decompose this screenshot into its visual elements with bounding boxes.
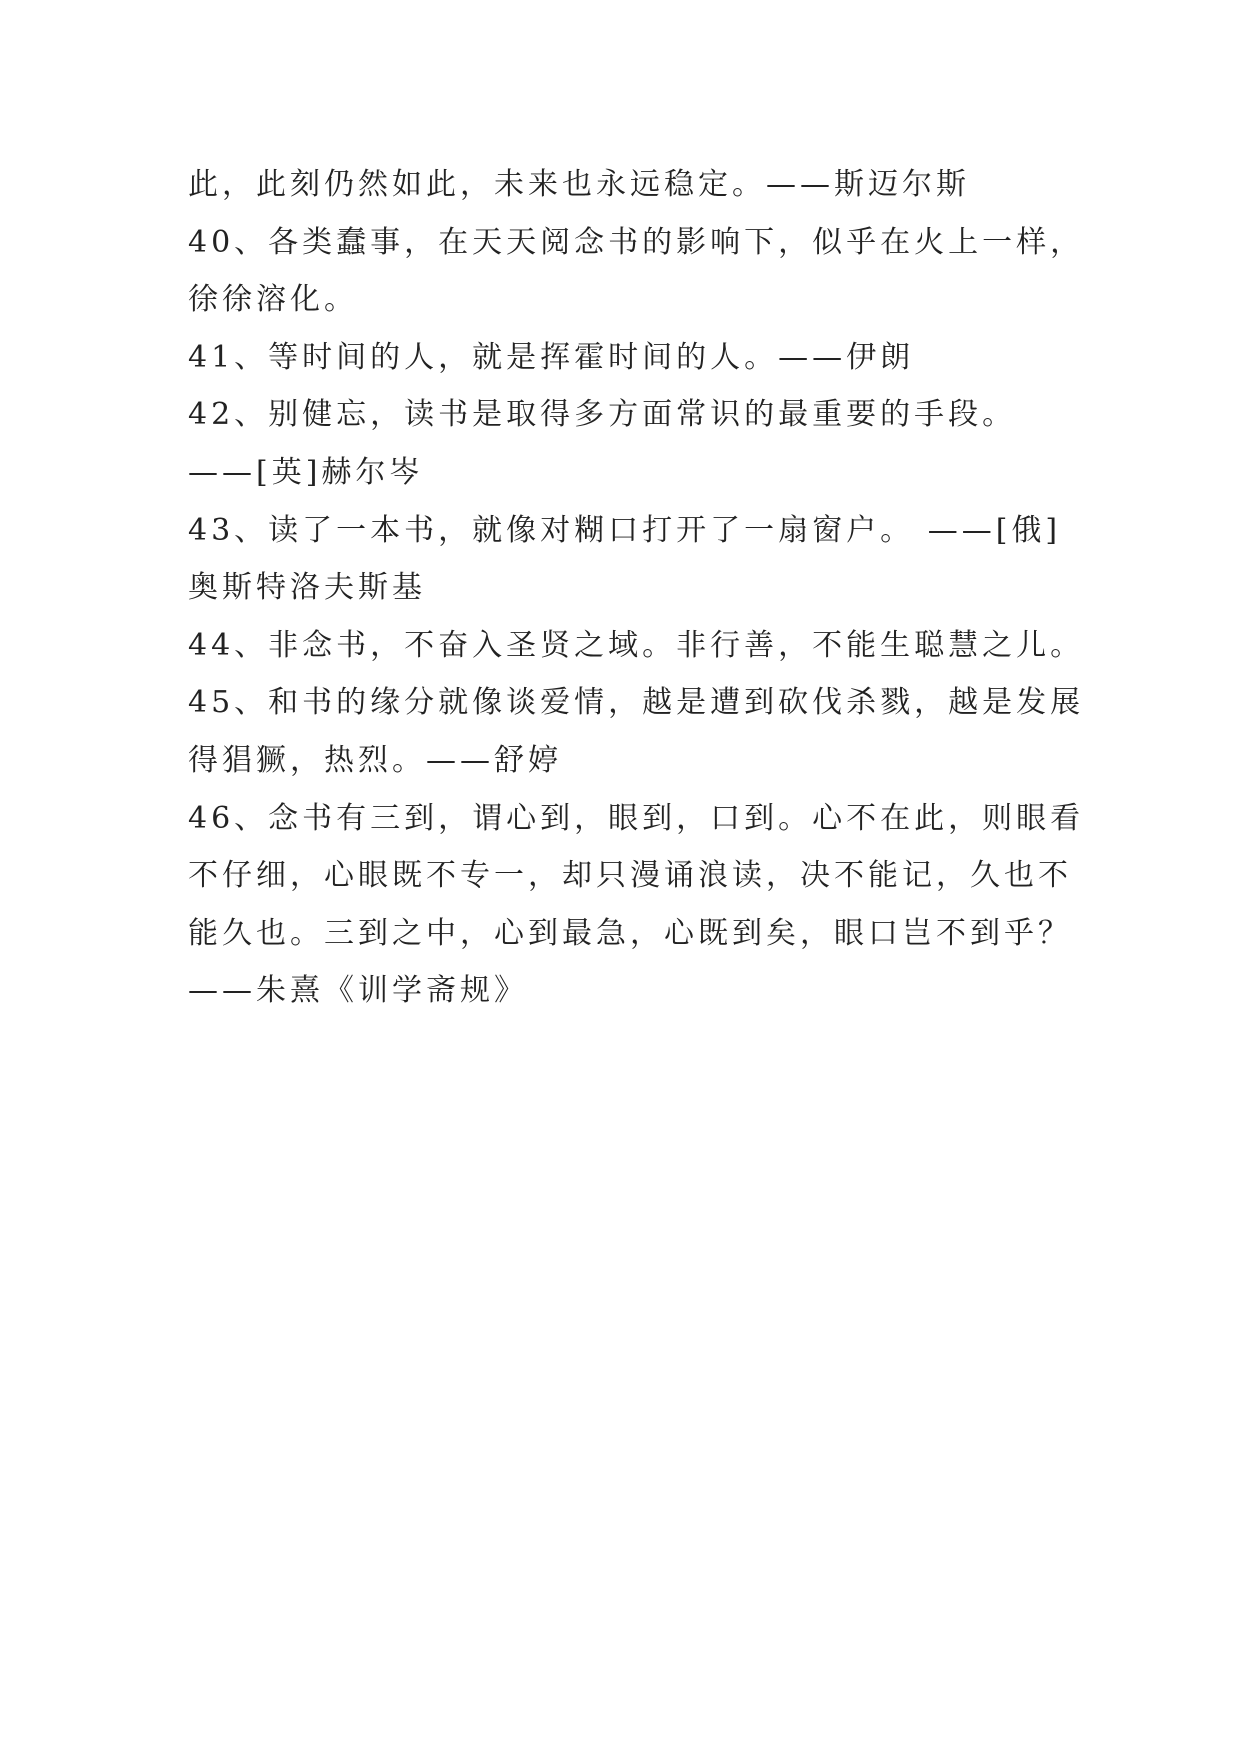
text-line: 45、和书的缘分就像谈爱情，越是遭到砍伐杀戮，越是发展 [188, 685, 1085, 721]
document-body [188, 156, 1085, 1020]
text-line: 得猖獗，热烈。——舒婷 [188, 742, 562, 778]
text-line: ——朱熹《训学斋规》 [188, 973, 528, 1009]
text-line: 40、各类蠢事，在天天阅念书的影响下，似乎在火上一样， [188, 224, 1085, 260]
text-line: 奥斯特洛夫斯基 [188, 570, 426, 606]
text-line: 46、念书有三到，谓心到，眼到，口到。心不在此，则眼看 [188, 800, 1085, 836]
text-line: 不仔细，心眼既不专一，却只漫诵浪读，决不能记，久也不 [188, 858, 1072, 894]
text-line: 能久也。三到之中，心到最急，心既到矣，眼口岂不到乎？ [188, 915, 1072, 951]
text-line: ——[英]赫尔岑 [188, 454, 424, 490]
text-line: 41、等时间的人，就是挥霍时间的人。——伊朗 [188, 339, 915, 375]
text-line: 此，此刻仍然如此，未来也永远稳定。——斯迈尔斯 [188, 167, 970, 202]
text-line: 42、别健忘，读书是取得多方面常识的最重要的手段。 [188, 397, 1017, 433]
text-line: 43、读了一本书，就像对糊口打开了一扇窗户。 ——[俄] [188, 512, 1062, 548]
text-line: 44、非念书，不奋入圣贤之域。非行善，不能生聪慧之儿。 [188, 627, 1085, 663]
text-line: 徐徐溶化。 [188, 282, 358, 318]
